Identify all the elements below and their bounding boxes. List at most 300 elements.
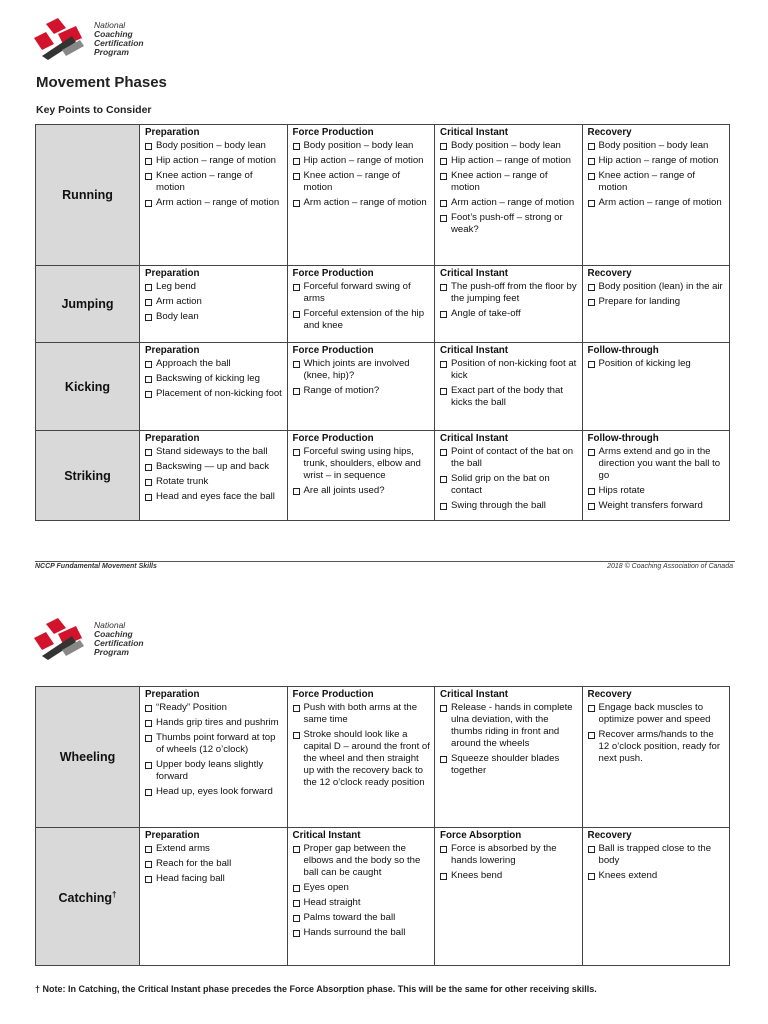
logo-line-1: National [94, 620, 126, 630]
key-point-text: Knees bend [451, 870, 503, 881]
skill-label: Running [62, 188, 113, 202]
phase-heading: Force Production [292, 127, 374, 138]
checkbox-square-icon [145, 720, 152, 727]
key-point-list [588, 358, 726, 370]
phase-heading: Preparation [145, 830, 200, 841]
catching-note: † Note: In Catching, the Critical Instant phase precedes the Force Absorption phase. This will be the same for other receiving skills. [35, 984, 597, 994]
key-point [145, 446, 283, 458]
key-point-text: Range of motion? [303, 385, 380, 396]
checkbox-square-icon [293, 885, 300, 892]
checkbox-square-icon [293, 388, 300, 395]
key-point [440, 385, 578, 409]
key-point [145, 358, 283, 370]
skill-row-catching [36, 828, 730, 966]
phase-cell [582, 125, 730, 266]
logo-line-1: National [94, 20, 126, 30]
checkbox-square-icon [440, 173, 447, 180]
checkbox-square-icon [145, 735, 152, 742]
key-point [440, 140, 578, 152]
key-point-text: Solid grip on the bat on contact [451, 473, 550, 496]
checkbox-square-icon [440, 873, 447, 880]
phase-heading: Follow-through [587, 345, 659, 356]
phase-heading: Recovery [587, 830, 632, 841]
checkbox-square-icon [588, 488, 595, 495]
phase-cell [140, 266, 288, 343]
checkbox-square-icon [588, 284, 595, 291]
checkbox-square-icon [293, 900, 300, 907]
key-point-text: Forceful extension of the hip and knee [303, 308, 425, 331]
skill-footnote-mark: † [112, 889, 117, 899]
key-point-text: Forceful swing using hips, trunk, shoulders, elbow and wrist – in sequence [303, 446, 421, 481]
checkbox-square-icon [440, 476, 447, 483]
key-point [440, 843, 578, 867]
key-point-text: Reach for the ball [156, 858, 232, 869]
key-point-text: Placement of non-kicking foot [156, 388, 282, 399]
key-point-text: Approach the ball [156, 358, 231, 369]
checkbox-square-icon [145, 846, 152, 853]
key-point [293, 140, 431, 152]
skill-label: Catching [58, 891, 113, 906]
checkbox-square-icon [440, 311, 447, 318]
checkbox-square-icon [145, 143, 152, 150]
checkbox-square-icon [588, 361, 595, 368]
key-point-list [440, 281, 578, 320]
checkbox-square-icon [440, 846, 447, 853]
key-point [588, 296, 726, 308]
key-point [145, 717, 283, 729]
key-point-text: Rotate trunk [156, 476, 209, 487]
key-point-text: Eyes open [303, 882, 349, 893]
logo-line-3: Certification [94, 638, 144, 648]
checkbox-square-icon [145, 284, 152, 291]
key-point-text: Exact part of the body that kicks the ball [451, 385, 563, 408]
nccp-logo-icon [32, 16, 90, 62]
key-point [588, 485, 726, 497]
key-point-list [440, 358, 578, 409]
checkbox-square-icon [440, 705, 447, 712]
phase-heading: Force Production [292, 268, 374, 279]
phase-heading: Critical Instant [292, 830, 361, 841]
skill-row-wheeling [36, 687, 730, 828]
phase-cell [435, 343, 583, 431]
phase-cell [435, 125, 583, 266]
key-point [588, 870, 726, 882]
key-point-text: Arm action – range of motion [303, 197, 427, 208]
key-point-text: Knee action – range of motion [598, 170, 696, 193]
key-point-list [440, 702, 578, 777]
checkbox-square-icon [588, 158, 595, 165]
key-point [293, 485, 431, 497]
key-point [145, 843, 283, 855]
checkbox-square-icon [293, 915, 300, 922]
checkbox-square-icon [293, 284, 300, 291]
key-point-text: Engage back muscles to optimize power and speed [598, 702, 711, 725]
key-point [440, 500, 578, 512]
key-point [293, 308, 431, 332]
checkbox-square-icon [588, 449, 595, 456]
checkbox-square-icon [293, 846, 300, 853]
skill-label: Striking [64, 468, 111, 483]
checkbox-square-icon [440, 361, 447, 368]
checkbox-square-icon [145, 200, 152, 207]
key-point-text: Force is absorbed by the hands lowering [451, 843, 557, 866]
key-point-text: Body position (lean) in the air [598, 281, 723, 292]
phase-heading: Recovery [587, 127, 632, 138]
phase-heading: Preparation [145, 268, 200, 279]
key-point-text: Extend arms [156, 843, 210, 854]
key-point-list [293, 446, 431, 497]
key-point-text: Upper body leans slightly forward [156, 759, 264, 782]
phase-heading: Recovery [587, 268, 632, 279]
skill-row-running [36, 125, 730, 266]
key-point-list [440, 446, 578, 512]
checkbox-square-icon [145, 494, 152, 501]
phase-cell [435, 687, 583, 828]
key-point [145, 858, 283, 870]
checkbox-square-icon [293, 158, 300, 165]
phase-heading: Critical Instant [440, 689, 509, 700]
key-point-text: Angle of take-off [451, 308, 521, 319]
key-point-text: Forceful forward swing of arms [303, 281, 411, 304]
key-point [588, 197, 726, 209]
checkbox-square-icon [293, 173, 300, 180]
checkbox-square-icon [440, 158, 447, 165]
skill-row-jumping [36, 266, 730, 343]
phase-cell [287, 828, 435, 966]
key-point [145, 461, 283, 473]
checkbox-square-icon [588, 873, 595, 880]
key-point-text: Body position – body lean [598, 140, 709, 151]
checkbox-square-icon [440, 215, 447, 222]
key-point-list [145, 702, 283, 798]
checkbox-square-icon [588, 732, 595, 739]
checkbox-square-icon [588, 503, 595, 510]
key-point-text: Squeeze shoulder blades together [451, 753, 560, 776]
phase-cell [140, 343, 288, 431]
key-point-text: Body position – body lean [303, 140, 414, 151]
phase-cell [435, 431, 583, 521]
movement-phases-table-1 [35, 124, 730, 521]
key-point [293, 702, 431, 726]
key-point-list [145, 281, 283, 323]
key-point-text: Arms extend and go in the direction you want the ball to go [598, 446, 721, 481]
checkbox-square-icon [145, 464, 152, 471]
checkbox-square-icon [440, 449, 447, 456]
key-point-text: Hip action – range of motion [156, 155, 276, 166]
key-point [440, 473, 578, 497]
phase-heading: Force Production [292, 345, 374, 356]
phase-heading: Force Absorption [440, 830, 522, 841]
checkbox-square-icon [588, 299, 595, 306]
key-point [440, 308, 578, 320]
key-point [588, 702, 726, 726]
key-point [145, 155, 283, 167]
key-point [145, 476, 283, 488]
checkbox-square-icon [293, 930, 300, 937]
key-point-list [145, 140, 283, 209]
skill-name [36, 687, 140, 828]
key-point-text: Position of non-kicking foot at kick [451, 358, 577, 381]
key-point-text: Knees extend [598, 870, 658, 881]
key-point-text: Are all joints used? [303, 485, 385, 496]
key-point [440, 446, 578, 470]
phase-heading: Preparation [145, 433, 200, 444]
key-point [293, 155, 431, 167]
key-point-text: Point of contact of the bat on the ball [451, 446, 574, 469]
checkbox-square-icon [145, 479, 152, 486]
checkbox-square-icon [293, 449, 300, 456]
key-point [588, 500, 726, 512]
key-point-text: Arm action – range of motion [451, 197, 575, 208]
checkbox-square-icon [145, 762, 152, 769]
key-point-text: Head and eyes face the ball [156, 491, 275, 502]
checkbox-square-icon [145, 376, 152, 383]
phase-cell [140, 687, 288, 828]
checkbox-square-icon [145, 314, 152, 321]
key-point [440, 170, 578, 194]
checkbox-square-icon [145, 391, 152, 398]
key-point-list [145, 358, 283, 400]
key-point-list [293, 358, 431, 397]
logo-line-2: Coaching [94, 29, 133, 39]
checkbox-square-icon [588, 143, 595, 150]
key-point [588, 155, 726, 167]
phase-heading: Preparation [145, 127, 200, 138]
key-point-text: Body lean [156, 311, 199, 322]
key-point [293, 843, 431, 879]
key-point [293, 170, 431, 194]
key-point-text: Head straight [303, 897, 361, 908]
skill-row-striking [36, 431, 730, 521]
key-point [145, 388, 283, 400]
phase-cell [287, 125, 435, 266]
key-point-text: The push-off from the floor by the jumping feet [451, 281, 577, 304]
checkbox-square-icon [293, 200, 300, 207]
checkbox-square-icon [440, 388, 447, 395]
phase-cell [287, 266, 435, 343]
phase-cell [140, 125, 288, 266]
key-point [145, 732, 283, 756]
checkbox-square-icon [440, 143, 447, 150]
key-point-text: Stand sideways to the ball [156, 446, 268, 457]
key-point [145, 786, 283, 798]
checkbox-square-icon [145, 876, 152, 883]
key-point [588, 358, 726, 370]
key-point-text: Recover arms/hands to the 12 o’clock position, ready for next push. [598, 729, 721, 764]
phase-cell [582, 828, 730, 966]
skill-name [36, 431, 140, 521]
checkbox-square-icon [145, 449, 152, 456]
key-point [293, 912, 431, 924]
key-point-list [440, 843, 578, 882]
phase-cell [582, 343, 730, 431]
key-point [588, 843, 726, 867]
phase-cell [582, 431, 730, 521]
checkbox-square-icon [145, 789, 152, 796]
key-point [440, 870, 578, 882]
key-point [440, 212, 578, 236]
checkbox-square-icon [293, 732, 300, 739]
key-point [145, 170, 283, 194]
key-point-text: Hip action – range of motion [598, 155, 719, 166]
checkbox-square-icon [293, 361, 300, 368]
key-point-text: Push with both arms at the same time [303, 702, 418, 725]
skill-name [36, 828, 140, 966]
checkbox-square-icon [440, 756, 447, 763]
phase-cell [140, 431, 288, 521]
key-point [293, 927, 431, 939]
key-point-text: Hip action – range of motion [451, 155, 571, 166]
checkbox-square-icon [440, 200, 447, 207]
key-point-text: Knee action – range of motion [451, 170, 548, 193]
checkbox-square-icon [145, 705, 152, 712]
checkbox-square-icon [588, 200, 595, 207]
checkbox-square-icon [588, 705, 595, 712]
key-point-text: Arm action [156, 296, 202, 307]
key-point [145, 491, 283, 503]
key-point-list [588, 702, 726, 765]
skill-label: Kicking [64, 379, 111, 394]
phase-heading: Preparation [145, 345, 200, 356]
key-point-list [293, 140, 431, 209]
nccp-logo-icon [32, 616, 90, 662]
movement-phases-table-2 [35, 686, 730, 966]
key-point [440, 281, 578, 305]
nccp-logo [32, 616, 144, 662]
page-subtitle: Key Points to Consider [36, 104, 152, 116]
checkbox-square-icon [440, 503, 447, 510]
key-point [145, 759, 283, 783]
key-point-text: Prepare for landing [598, 296, 681, 307]
key-point-text: Backswing — up and back [156, 461, 270, 472]
key-point [440, 155, 578, 167]
logo-line-2: Coaching [94, 629, 133, 639]
phase-cell [435, 828, 583, 966]
skill-name [36, 125, 140, 266]
checkbox-square-icon [588, 173, 595, 180]
key-point-text: Body position – body lean [451, 140, 561, 151]
key-point [145, 197, 283, 209]
key-point [293, 882, 431, 894]
key-point [588, 140, 726, 152]
key-point [145, 702, 283, 714]
key-point-text: Knee action – range of motion [156, 170, 253, 193]
phase-cell [287, 431, 435, 521]
phase-heading: Critical Instant [440, 127, 509, 138]
key-point-list [145, 843, 283, 885]
footer-divider [35, 561, 735, 562]
key-point-list [588, 446, 726, 512]
key-point-text: Proper gap between the elbows and the body so the ball can be caught [303, 843, 421, 878]
key-point [588, 170, 726, 194]
checkbox-square-icon [145, 299, 152, 306]
footer-left: NCCP Fundamental Movement Skills [35, 563, 157, 570]
key-point [588, 729, 726, 765]
checkbox-square-icon [293, 311, 300, 318]
key-point-text: Hands surround the ball [303, 927, 406, 938]
key-point-text: Thumbs point forward at top of wheels (12 o’clock) [156, 732, 276, 755]
phase-heading: Critical Instant [440, 268, 509, 279]
skill-label: Jumping [61, 297, 114, 311]
key-point [588, 446, 726, 482]
phase-heading: Recovery [587, 689, 632, 700]
key-point-text: Hands grip tires and pushrim [156, 717, 279, 728]
key-point [145, 873, 283, 885]
phase-cell [287, 343, 435, 431]
phase-cell [435, 266, 583, 343]
key-point-text: “Ready” Position [156, 702, 227, 713]
key-point-list [293, 281, 431, 332]
key-point [293, 446, 431, 482]
phase-heading: Force Production [292, 689, 374, 700]
phase-cell [582, 687, 730, 828]
key-point-text: Hips rotate [598, 485, 645, 496]
key-point-text: Knee action – range of motion [303, 170, 401, 193]
phase-cell [582, 266, 730, 343]
skill-label: Wheeling [59, 750, 116, 764]
key-point-text: Weight transfers forward [598, 500, 703, 511]
key-point-list [588, 843, 726, 882]
key-point [145, 311, 283, 323]
logo-line-4: Program [94, 647, 129, 657]
key-point-text: Backswing of kicking leg [156, 373, 260, 384]
key-point-text: Body position – body lean [156, 140, 266, 151]
key-point-text: Swing through the ball [451, 500, 546, 511]
key-point [293, 197, 431, 209]
checkbox-square-icon [145, 861, 152, 868]
phase-heading: Follow-through [587, 433, 659, 444]
nccp-logo [32, 16, 144, 62]
key-point-list [293, 702, 431, 789]
key-point-list [588, 281, 726, 308]
key-point-text: Palms toward the ball [303, 912, 396, 923]
phase-cell [287, 687, 435, 828]
key-point [440, 197, 578, 209]
skill-name [36, 343, 140, 431]
footer-right: 2018 © Coaching Association of Canada [607, 563, 733, 570]
key-point-text: Foot’s push-off – strong or weak? [451, 212, 563, 235]
phase-heading: Critical Instant [440, 345, 509, 356]
phase-heading: Critical Instant [440, 433, 509, 444]
checkbox-square-icon [440, 284, 447, 291]
key-point-text: Release - hands in complete ulna deviation, with the thumbs riding in front and around the wheels [451, 702, 573, 749]
checkbox-square-icon [588, 846, 595, 853]
key-point [145, 281, 283, 293]
key-point-list [145, 446, 283, 503]
page-title: Movement Phases [36, 74, 167, 91]
checkbox-square-icon [293, 705, 300, 712]
key-point [145, 296, 283, 308]
logo-line-4: Program [94, 47, 129, 57]
key-point [293, 729, 431, 789]
phase-heading: Force Production [292, 433, 374, 444]
key-point-text: Arm action – range of motion [598, 197, 722, 208]
checkbox-square-icon [293, 488, 300, 495]
key-point [440, 702, 578, 750]
key-point [293, 281, 431, 305]
key-point-text: Arm action – range of motion [156, 197, 280, 208]
key-point-text: Ball is trapped close to the body [598, 843, 712, 866]
key-point [145, 373, 283, 385]
key-point-list [588, 140, 726, 209]
key-point [293, 897, 431, 909]
logo-line-3: Certification [94, 38, 144, 48]
key-point [145, 140, 283, 152]
key-point [293, 385, 431, 397]
key-point-list [293, 843, 431, 939]
key-point-text: Head up, eyes look forward [156, 786, 273, 797]
checkbox-square-icon [293, 143, 300, 150]
